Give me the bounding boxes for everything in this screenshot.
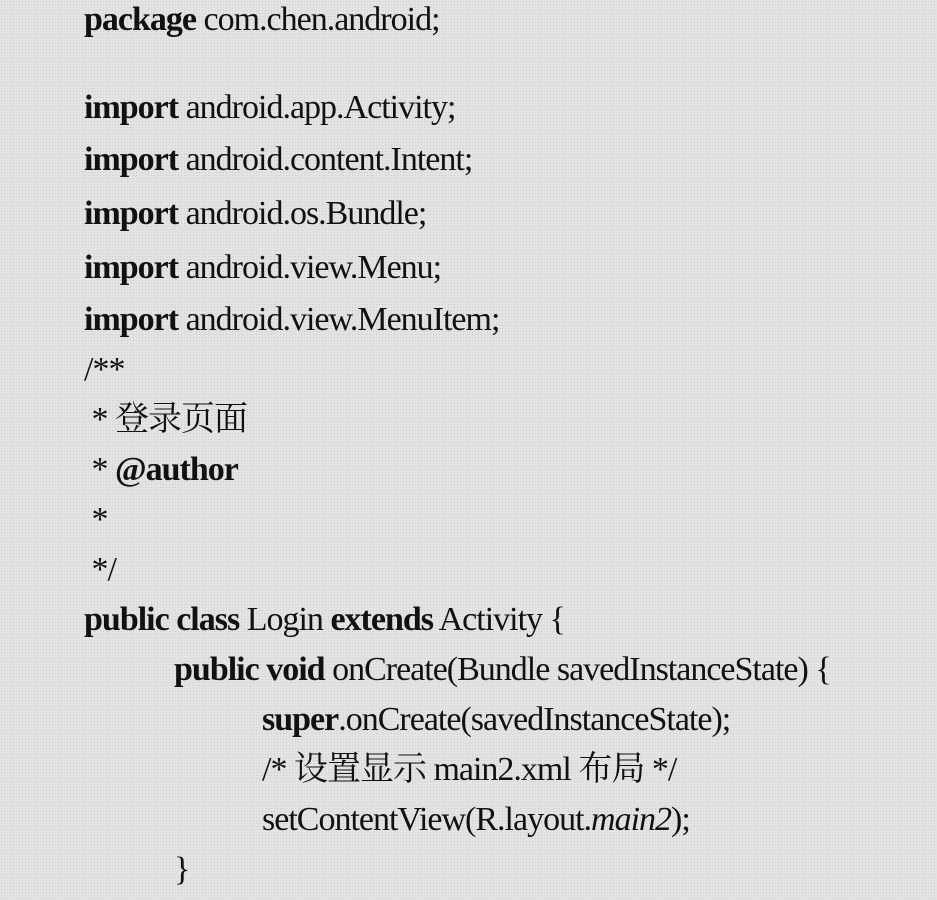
javadoc-open: /** bbox=[84, 351, 125, 388]
set-content-suffix: ); bbox=[671, 801, 690, 838]
import-keyword: import bbox=[84, 141, 179, 178]
class-name: Login bbox=[239, 601, 331, 638]
import-path: android.view.Menu; bbox=[178, 249, 442, 286]
javadoc-blank-line: * bbox=[84, 501, 108, 538]
import-keyword: import bbox=[84, 301, 179, 338]
package-keyword: package bbox=[84, 1, 196, 38]
import-path: android.app.Activity; bbox=[178, 89, 456, 126]
import-keyword: import bbox=[84, 195, 179, 232]
super-call-args: .onCreate(savedInstanceState); bbox=[338, 701, 731, 738]
set-content-view-line bbox=[262, 800, 690, 846]
import-path: android.os.Bundle; bbox=[178, 195, 427, 232]
method-closing-brace: } bbox=[174, 851, 190, 888]
method-modifier-keyword: public void bbox=[174, 651, 325, 688]
extends-keyword: extends bbox=[330, 601, 433, 638]
package-name: com.chen.android; bbox=[196, 1, 440, 38]
method-declaration bbox=[174, 650, 831, 696]
class-modifier-keyword: public class bbox=[84, 601, 240, 638]
class-declaration bbox=[84, 600, 565, 646]
import-path: android.view.MenuItem; bbox=[178, 301, 500, 338]
layout-name: main2 bbox=[591, 801, 672, 838]
javadoc-close: */ bbox=[84, 551, 116, 588]
import-keyword: import bbox=[84, 89, 179, 126]
set-content-prefix: setContentView(R.layout. bbox=[262, 801, 592, 838]
import-line bbox=[84, 248, 441, 294]
inline-comment: /* 设置显示 main2.xml 布局 */ bbox=[262, 751, 677, 788]
package-line bbox=[84, 0, 440, 46]
javadoc-author-line bbox=[84, 450, 238, 496]
javadoc-title-line: * 登录页面 bbox=[84, 401, 247, 438]
method-signature: onCreate(Bundle savedInstanceState) { bbox=[324, 651, 831, 688]
javadoc-author-prefix: * bbox=[84, 451, 115, 488]
import-line bbox=[84, 300, 499, 346]
super-call-line bbox=[262, 700, 730, 746]
class-superclass: Activity { bbox=[433, 601, 565, 638]
import-line bbox=[84, 140, 472, 186]
super-keyword: super bbox=[262, 701, 339, 738]
import-line bbox=[84, 88, 455, 134]
import-keyword: import bbox=[84, 249, 179, 286]
author-tag: @author bbox=[115, 451, 238, 488]
import-path: android.content.Intent; bbox=[178, 141, 473, 178]
import-line bbox=[84, 194, 426, 240]
